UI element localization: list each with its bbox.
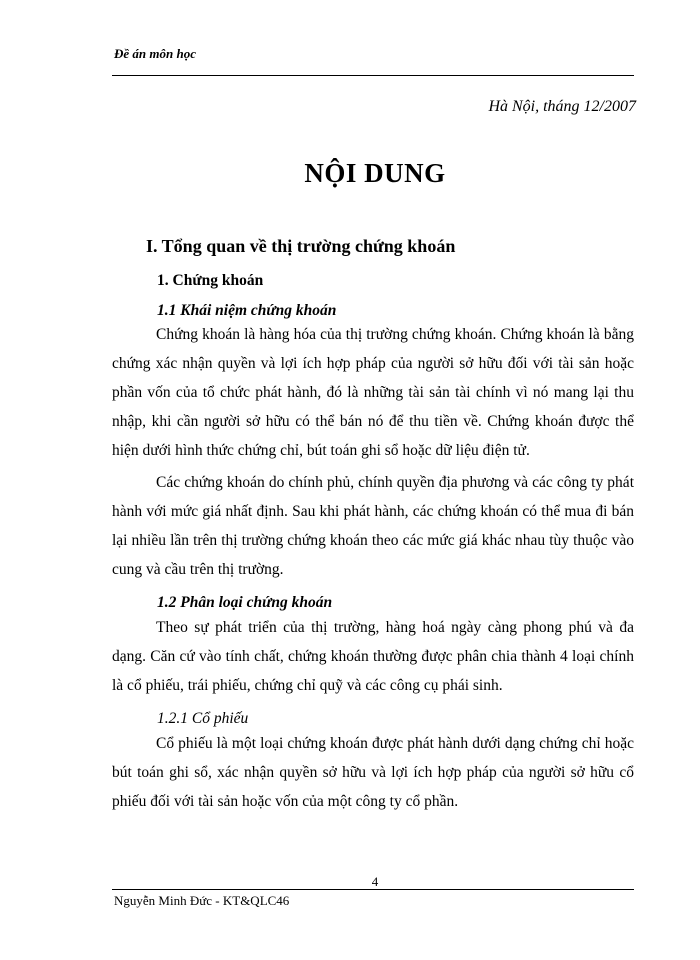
footer-divider [112, 889, 634, 890]
header-divider [112, 75, 634, 76]
document-date: Hà Nội, tháng 12/2007 [488, 98, 636, 115]
page-title: NỘI DUNG [304, 158, 446, 188]
paragraph-definition: Chứng khoán là hàng hóa của thị trường chứng khoán. Chứng khoán là bằng chứng xác nhận quyền và lợi ích hợp pháp của người sở hữu đối với tài sản hoặc phần vốn của tổ chức phát hành, đó là những tài sản tài chính vì nó mang lại thu nhập, khi cần người sở hữu có thể bán nó để thu tiền về. Chứng khoán được thể hiện dưới hình thức chứng chỉ, bút toán ghi sổ hoặc dữ liệu điện tử. [112, 326, 634, 459]
running-header: Đề án môn học [114, 46, 196, 61]
subsubsection-heading-definition: 1.1 Khái niệm chứng khoán [157, 302, 337, 319]
paragraph-issuance: Các chứng khoán do chính phủ, chính quyền địa phương và các công ty phát hành với mức giá nhất định. Sau khi phát hành, các chứng khoán có thể mua đi bán lại nhiều lần trên thị trường chứng khoán theo các mức giá khác nhau tùy thuộc vào cung và cầu trên thị trường. [112, 474, 634, 578]
subsubsubsection-heading-stocks: 1.2.1 Cổ phiếu [157, 710, 249, 727]
section-heading: I. Tổng quan về thị trường chứng khoán [146, 236, 456, 256]
running-footer: Nguyễn Minh Đức - KT&QLC46 [114, 893, 290, 908]
subsection-heading: 1. Chứng khoán [157, 272, 264, 289]
paragraph-classification: Theo sự phát triển của thị trường, hàng hoá ngày càng phong phú và đa dạng. Căn cứ vào tính chất, chứng khoán thường được phân chia thành 4 loại chính là cổ phiếu, trái phiếu, chứng chỉ quỹ và các công cụ phái sinh. [112, 619, 634, 694]
page-number: 4 [371, 874, 379, 889]
paragraph-stocks: Cổ phiếu là một loại chứng khoán được phát hành dưới dạng chứng chỉ hoặc bút toán ghi sổ, xác nhận quyền sở hữu và lợi ích hợp pháp của người sở hữu cổ phiếu đối với tài sản hoặc vốn của một công ty cổ phần. [112, 735, 634, 810]
subsubsection-heading-classification: 1.2 Phân loại chứng khoán [157, 594, 333, 611]
